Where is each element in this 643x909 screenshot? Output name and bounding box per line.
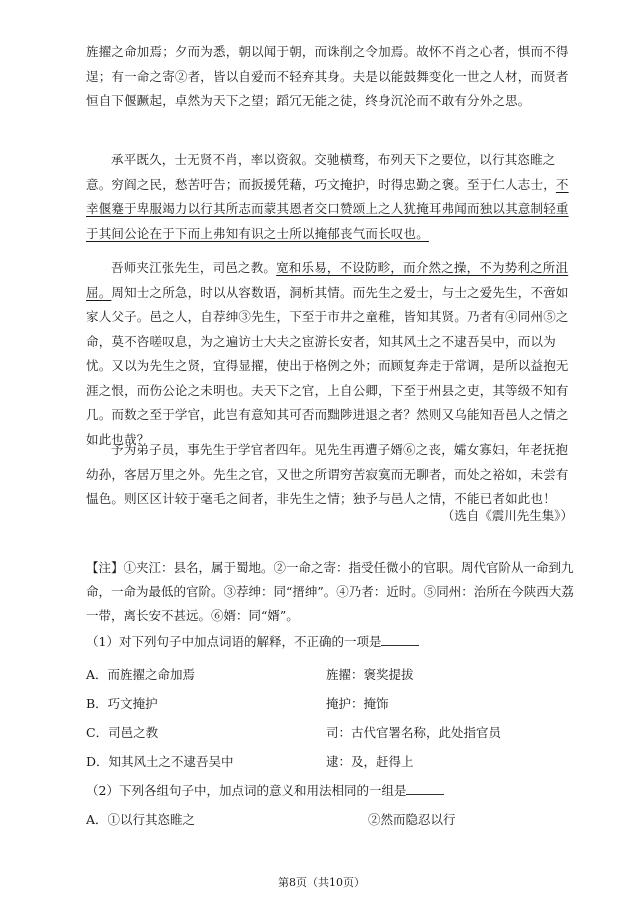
question-2-stem: （2）下列各组句子中，加点词的意义和用法相同的一组是 xyxy=(86,781,444,799)
option-label: A．而旌擢之命加焉 xyxy=(86,667,196,682)
option-label: A．①以行其恣睢之 xyxy=(86,812,196,827)
option-second-part: ②然而隐忍以行 xyxy=(368,812,456,827)
passage-paragraph-1 xyxy=(86,40,574,114)
answer-blank[interactable] xyxy=(381,635,419,646)
passage-text: 吾师夹江张先生，司邑之教。 xyxy=(111,260,277,275)
passage-paragraph-2 xyxy=(86,148,574,246)
option-label: B．巧文掩护 xyxy=(86,696,158,711)
option-explanation: 司：古代官署名称，此处指官员 xyxy=(326,725,502,740)
passage-text: 予为弟子员，事先生于学官者四年。见先生再遭子婿⑥之丧，孀女寡妇，年老抚抱幼孙，客居万里之外。先生之官，又世之所谓穷苦寂寞而无聊者，而处之裕如，未尝有愠色。则区区计较于毫毛之间者，非先生之情；独予与邑人之情，不能已者如此也！ xyxy=(86,442,569,506)
passage-text: 周知士之所急，时以从容数语，洞析其情。而先生之爱士，与士之爱先生，不啻如家人父子。邑之人，自荐绅③先生，下至于市井之童稚，皆知其贤。乃者有④同州⑤之命，莫不咨嗟叹息，为之遍访士大夫之宦游长安者，知其风土之不逮吾吴中，而以为忧。又以为先生之贤，宜得显擢，使出于格例之外；而顾复奔走于常调，是所以益抱无涯之恨，而伤公论之未明也。夫天下之官，上自公卿，下至于州县之吏，其等级不知有几。而数之至于学官，此岂有意知其可否而黜陟进退之者？然则又乌能知吾邑人之情之如此也哉？ xyxy=(86,284,569,447)
annotation-note: 【注】①夹江：县名，属于蜀地。②一命之寄：指受任微小的官职。周代官阶从一命到九命，一命为最低的官阶。③荐绅：同“搢绅”。④乃者：近时。⑤同州：治所在今陕西大荔一带，离长安不甚远。⑥婿：同“婿”。 xyxy=(86,560,574,623)
answer-blank[interactable] xyxy=(406,784,444,795)
passage-text: 旌擢之命加焉；夕而为悉，朝以闻于朝，而诛削之令加焉。故怀不肖之心者，惧而不得逞；有一命之寄②者，皆以自爱而不轻弃其身。夫是以能鼓舞变化一世之人材，而贤者恒自下偃蹶起，卓然为天下之望；蹈冗无能之徒，终身沉沦而不敢有分外之思。 xyxy=(86,44,569,108)
source-citation: （选自《震川先生集》） xyxy=(441,508,573,523)
option-explanation: 掩护：掩饰 xyxy=(326,696,389,711)
option-explanation: 旌擢：褒奖提拔 xyxy=(326,667,414,682)
option-label: C．司邑之教 xyxy=(86,725,159,740)
underlined-sentence: 不幸偃蹇于卑服竭力以行其所志而蒙其恩者交口赞颂上之人犹掩耳弗闻而独以其意制轻重于其间公论在于下而上弗知有识之士所以掩郁丧气而长叹也。 xyxy=(86,176,569,241)
passage-paragraph-3 xyxy=(86,256,574,452)
underlined-sentence: 宽和乐易，不设防畛，而介然之操，不为势利之所沮屈。 xyxy=(86,260,569,300)
option-explanation: 逮：及，赶得上 xyxy=(326,754,414,769)
page-footer: 第8页（共10页） xyxy=(278,876,365,889)
passage-paragraph-4 xyxy=(86,438,574,512)
passage-text: 承平既久，士无贤不肖，率以资叙。交驰横骛，布列天下之要位，以行其恣睢之意。穷阎之民，愁苦吁告；而扳援凭藉，巧文掩护，时得忠勤之褒。至于仁人志士， xyxy=(86,152,556,192)
option-label: D．知其风土之不逮吾吴中 xyxy=(86,754,234,769)
question-1-stem: （1）对下列句子中加点词语的解释，不正确的一项是 xyxy=(86,632,419,650)
